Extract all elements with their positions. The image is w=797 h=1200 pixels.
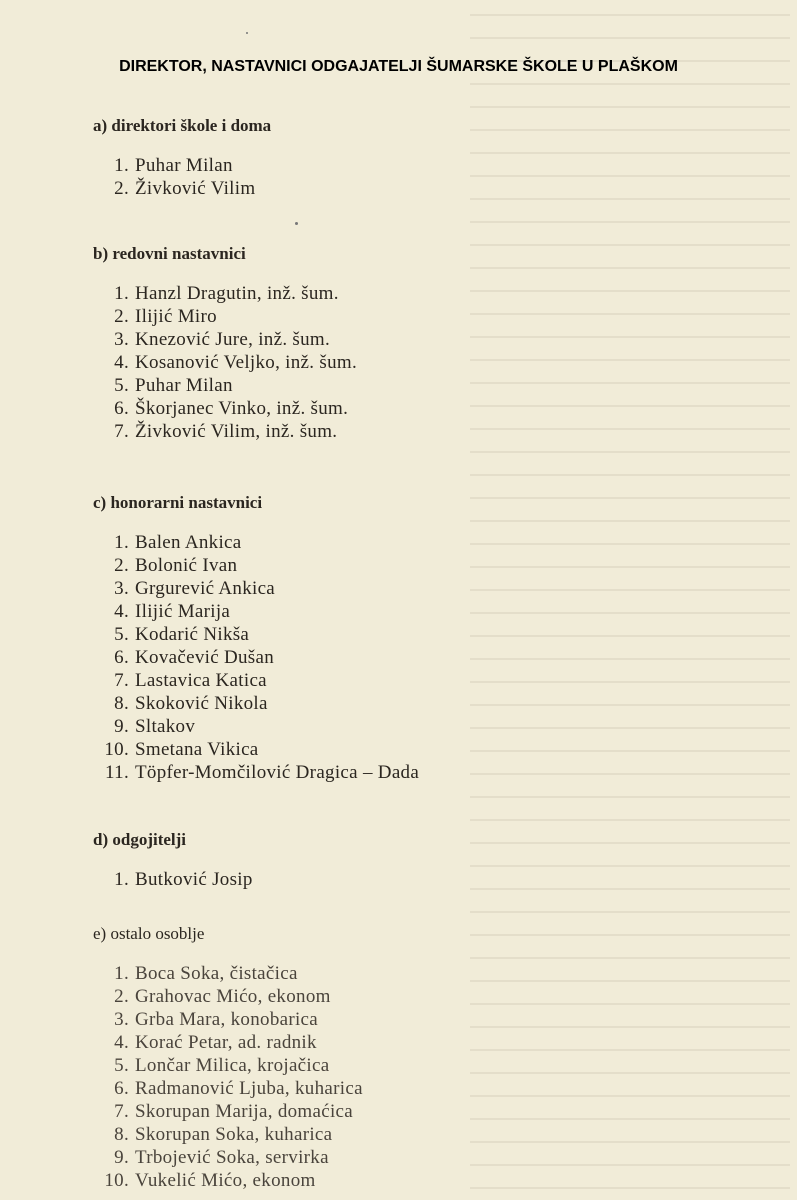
honorary-teachers-list [93,531,419,784]
bleed-through-text [470,0,790,1200]
list-item [93,962,363,985]
list-item [93,868,253,891]
item-number: 2. [114,178,129,199]
section-educators [93,830,253,891]
list-item [93,692,419,715]
other-staff-list [93,962,363,1192]
section-other-staff [93,924,363,1192]
item-number: 8. [114,1124,129,1145]
item-text: Skoković Nikola [135,693,268,714]
item-text: Kosanović Veljko, inž. šum. [135,352,358,373]
directors-list [93,154,271,200]
item-text: Ilijić Miro [135,306,217,327]
item-number: 6. [114,398,129,419]
list-item [93,177,271,200]
item-number: 5. [114,375,129,396]
item-text: Grahovac Mićo, ekonom [135,986,331,1007]
item-number: 1. [114,155,129,176]
item-text: Radmanović Ljuba, kuharica [135,1078,363,1099]
list-item [93,397,357,420]
list-item [93,554,419,577]
item-text: Grgurević Ankica [135,578,276,599]
item-text: Boca Soka, čistačica [135,963,298,984]
item-text: Lastavica Katica [135,670,267,691]
item-number: 5. [114,1055,129,1076]
item-text: Balen Ankica [135,532,242,553]
item-number: 4. [114,352,129,373]
item-number: 7. [114,670,129,691]
item-number: 10. [104,1170,129,1191]
list-item [93,761,419,784]
list-item [93,1008,363,1031]
item-number: 7. [114,421,129,442]
item-number: 4. [114,601,129,622]
list-item [93,715,419,738]
item-number: 8. [114,693,129,714]
item-number: 2. [114,555,129,576]
item-text: Smetana Vikica [135,739,259,760]
item-number: 1. [114,532,129,553]
list-item [93,154,271,177]
item-text: Živković Vilim, inž. šum. [135,421,338,442]
list-item [93,623,419,646]
list-item [93,646,419,669]
item-text: Grba Mara, konobarica [135,1009,319,1030]
list-item [93,1054,363,1077]
section-heading: d) odgojitelji [93,830,187,849]
item-number: 9. [114,716,129,737]
item-number: 11. [105,762,129,783]
item-text: Vukelić Mićo, ekonom [135,1170,316,1191]
item-text: Skorupan Marija, domaćica [135,1101,354,1122]
item-text: Škorjanec Vinko, inž. šum. [135,398,349,419]
item-text: Puhar Milan [135,375,233,396]
list-item [93,738,419,761]
list-item [93,1123,363,1146]
list-item [93,1031,363,1054]
item-number: 4. [114,1032,129,1053]
list-item [93,282,357,305]
item-number: 2. [114,986,129,1007]
item-text: Kodarić Nikša [135,624,250,645]
item-number: 1. [114,869,129,890]
list-item [93,328,357,351]
list-item [93,531,419,554]
regular-teachers-list [93,282,357,443]
item-number: 9. [114,1147,129,1168]
section-heading: a) direktori škole i doma [93,116,272,135]
item-number: 2. [114,306,129,327]
speck [295,222,298,225]
item-number: 5. [114,624,129,645]
section-heading: e) ostalo osoblje [93,924,205,943]
item-text: Korać Petar, ad. radnik [135,1032,317,1053]
item-number: 6. [114,1078,129,1099]
section-directors [93,116,271,200]
item-text: Skorupan Soka, kuharica [135,1124,333,1145]
item-text: Hanzl Dragutin, inž. šum. [135,283,339,304]
section-heading: c) honorarni nastavnici [93,493,263,512]
item-number: 10. [104,739,129,760]
list-item [93,1077,363,1100]
section-honorary-teachers [93,493,419,784]
item-text: Sltakov [135,716,196,737]
list-item [93,577,419,600]
item-number: 3. [114,1009,129,1030]
item-text: Töpfer-Momčilović Dragica – Dada [135,762,420,783]
list-item [93,1100,363,1123]
list-item [93,420,357,443]
list-item [93,985,363,1008]
item-number: 3. [114,329,129,350]
item-text: Bolonić Ivan [135,555,238,576]
educators-list [93,868,253,891]
item-text: Butković Josip [135,869,253,890]
item-number: 1. [114,283,129,304]
item-number: 6. [114,647,129,668]
list-item [93,305,357,328]
item-text: Živković Vilim [135,178,256,199]
item-text: Puhar Milan [135,155,233,176]
item-number: 1. [114,963,129,984]
list-item [93,1169,363,1192]
list-item [93,351,357,374]
speck [246,32,248,34]
list-item [93,600,419,623]
list-item [93,1146,363,1169]
item-text: Ilijić Marija [135,601,231,622]
item-number: 3. [114,578,129,599]
item-number: 7. [114,1101,129,1122]
list-item [93,374,357,397]
item-text: Knezović Jure, inž. šum. [135,329,331,350]
item-text: Kovačević Dušan [135,647,275,668]
section-regular-teachers [93,244,357,443]
list-item [93,669,419,692]
item-text: Lončar Milica, krojačica [135,1055,330,1076]
item-text: Trbojević Soka, servirka [135,1147,329,1168]
section-heading: b) redovni nastavnici [93,244,246,263]
page-title: DIREKTOR, NASTAVNICI ODGAJATELJI ŠUMARSKE ŠKOLE U PLAŠKOM [119,58,678,75]
